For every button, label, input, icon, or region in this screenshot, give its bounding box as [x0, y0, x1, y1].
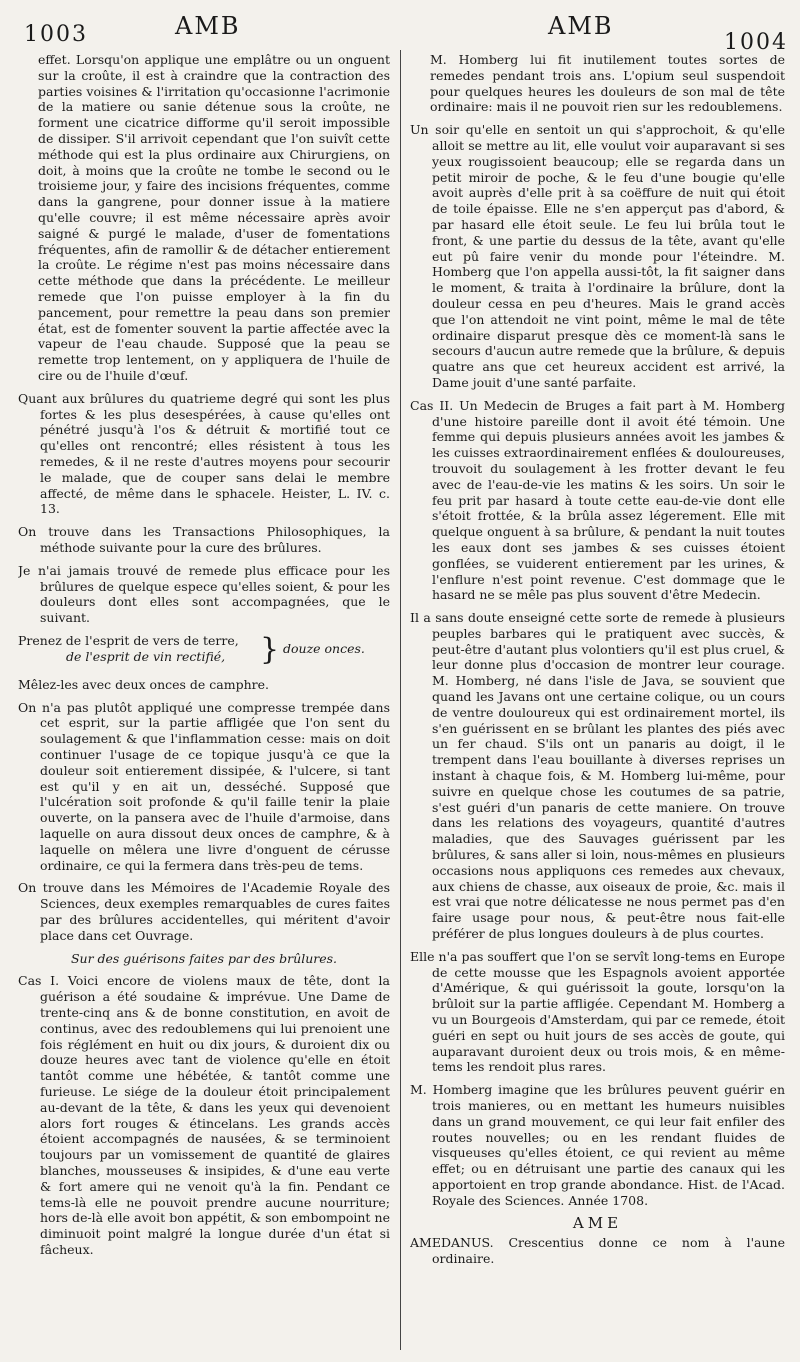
- paragraph: M. Homberg lui fit inutilement toutes sortes de remedes pendant trois ans. L'opium seul suspendoit pour quelques heures les douleurs de son mal de tête ordinaire: mais il ne pouvoit rien sur les redoublemens.: [430, 52, 785, 115]
- page-number-left: 1003: [24, 22, 88, 47]
- paragraph: Quant aux brûlures du quatrieme degré qui sont les plus fortes & les plus desespérées, à cause qu'elles ont pénétré jusqu'à l'os & détruit & mortifié tout ce qu'elles ont rencontré; elles résistent à tous les remedes, & il ne reste d'autres moyens pour secourir le malade, que de couper sans delai le membre affecté, de même dans le sphacele. Heister, L. IV. c. 13.: [18, 390, 390, 517]
- paragraph: On trouve dans les Mémoires de l'Academie Royale des Sciences, deux exemples remarquables de cures faites par des brûlures accidentelles, qui méritent d'avoir place dans cet Ouvrage.: [18, 880, 390, 943]
- paragraph: M. Homberg imagine que les brûlures peuvent guérir en trois manieres, ou en mettant les humeurs nuisibles dans un grand mouvement, ce qui leur fait enfiler des routes nouvelles; ou en les rendant fluides de visqueuses qu'elles étoient, ce qui revient au même effet; ou en détruisant une partie des canaux qui les apportoient en trop grande abondance. Hist. de l'Acad. Royale des Sciences. Année 1708.: [410, 1082, 785, 1208]
- left-column: [18, 52, 390, 1352]
- paragraph: Elle n'a pas souffert que l'on se servît long-tems en Europe de cette mousse que les Espagnols avoient apportée d'Amérique, & qui guérissoit la goute, lorsqu'on la brûloit sur la partie affligée. Cependant M. Homberg a vu un Bourgeois d'Amsterdam, qui par ce remede, étoit guéri en sept ou huit jours de ses accès de goute, qui auparavant duroient deux ou trois mois, & en même-tems les rendoit plus rares.: [410, 948, 785, 1075]
- paragraph: Cas I. Voici encore de violens maux de tête, dont la guérison a été soudaine & imprévue. Une Dame de trente-cinq ans & de bonne constitution, en avoit de continus, avec des redoublemens qui lui prenoient une fois réglément en huit ou dix jours, & duroient dix ou douze heures avec tant de violence qu'elle en étoit tantôt comme une hébétée, & tantôt comme une furieuse. Le siége de la douleur étoit principalement au-devant de la tête, & dans les yeux qui devenoient alors fort rouges & étincelans. Les grands accès étoient accompagnés de nausées, & se terminoient toujours par un vomissement de quantité de glaires blanches, mousseuses & insipides, & d'une eau verte & fort amere qui ne venoit qu'à la fin. Pendant ce tems-là elle ne pouvoit prendre aucune nourriture; hors de-là elle avoit bon appétit, & son embompoint ne diminuoit point malgré la longue durée d'un état si fâcheux.: [18, 973, 390, 1257]
- recipe-line: Prenez de l'esprit de vers de terre,: [18, 632, 239, 648]
- paragraph: Mêlez-les avec deux onces de camphre.: [18, 676, 269, 692]
- paragraph: On trouve dans les Transactions Philosophiques, la méthode suivante pour la cure des brûlures.: [18, 524, 390, 555]
- column-divider: [400, 50, 401, 1350]
- page-number-right: 1004: [724, 30, 788, 55]
- paragraph: effet. Lorsqu'on applique une emplâtre ou un onguent sur la croûte, il est à craindre que la contraction des parties voisines & l'irritation qu'occasionne l'acrimonie de la matiere ou sanie détenue sous la croûte, ne forment une cicatrice difforme qu'il seroit impossible de dissiper. S'il arrivoit cependant que l'on suivît cette méthode qui est la plus ordinaire aux Chirurgiens, on doit, à moins que la croûte ne tombe le second ou le troisieme jour, y faire des incisions fréquentes, comme dans la gangrene, pour donner issue à la matiere qu'elle couvre; il est même nécessaire après avoir saigné & purgé le malade, d'user de fomentations fréquentes, afin de ramollir & de détacher entierement la croûte. Le régime n'est pas moins nécessaire dans cette méthode que dans la précédente. Le meilleur remede que l'on puisse employer à la fin du pancement, pour remettre la peau dans son premier état, est de fomenter souvent la partie affectée avec la vapeur de l'eau chaude. Supposé que la peau se remette trop lentement, on y appliquera de l'huile de cire ou de l'huile d'œuf.: [38, 52, 390, 383]
- brace-icon: }: [260, 631, 280, 667]
- recipe-dose: douze onces.: [283, 640, 365, 656]
- paragraph: Je n'ai jamais trouvé de remede plus efficace pour les brûlures de quelque espece qu'elles soient, & pour les douleurs dont elles sont accompagnées, que le suivant.: [18, 562, 390, 626]
- recipe-line: de l'esprit de vin rectifié,: [66, 648, 226, 664]
- section-heading: AME: [572, 1213, 623, 1232]
- subheading: Sur des guérisons faites par des brûlures.: [70, 950, 338, 966]
- paragraph: AMEDANUS. Crescentius donne ce nom à l'aune ordinaire.: [410, 1235, 785, 1267]
- recipe: [18, 633, 390, 671]
- running-head-right: AMB: [548, 12, 614, 40]
- paragraph: On n'a pas plutôt appliqué une compresse trempée dans cet esprit, sur la partie affligée que l'on sent du soulagement & que l'inflammation cesse: mais on doit continuer l'usage de ce topique jusqu'à ce que la douleur soit entierement dissipée, & l'ulcere, si tant est qu'il y en ait un, desséché. Supposé que l'ulcération soit profonde & qu'il faille tenir la plaie ouverte, on la pansera avec de l'huile d'armoise, dans laquelle on aura dissout deux onces de camphre, & à laquelle on mêlera une livre d'onguent de cérusse ordinaire, ce qui la fermera dans très-peu de tems.: [18, 699, 390, 873]
- running-head-left: AMB: [175, 12, 241, 40]
- paragraph: Un soir qu'elle en sentoit un qui s'approchoit, & qu'elle alloit se mettre au lit, elle voulut voir auparavant si ses yeux rougissoient beaucoup; elle se regarda dans un petit miroir de poche, & le feu d'une bougie qu'elle avoit auprès d'elle prit à sa coëffure de nuit qui étoit de toile épaisse. Elle ne s'en apperçut pas d'abord, & par hasard elle étoit seule. Le feu lui brûla tout le front, & une partie du dessus de la tête, avant qu'elle eut pû faire venir du monde pour l'éteindre. M. Homberg que l'on appella aussi-tôt, la fit saigner dans le moment, & traita à l'ordinaire la brûlure, dont la douleur cessa en peu d'heures. Mais le grand accès que l'on attendoit ne vint point, même le mal de tête ordinaire disparut presque dès ce moment-là sans le secours d'aucun autre remede que la brûlure, & depuis quatre ans que cet heureux accident est arrivé, la Dame jouit d'une santé parfaite.: [410, 122, 785, 390]
- paragraph: Il a sans doute enseigné cette sorte de remede à plusieurs peuples barbares qui le pratiquent avec succès, & peut-être d'autant plus volontiers qu'il est plus cruel, & leur donne plus d'occasion de montrer leur courage. M. Homberg, né dans l'isle de Java, se souvient que quand les Javans ont une certaine colique, ou un cours de ventre douloureux qui est ordinairement mortel, ils s'en guérissent en se brûlant les plantes des piés avec un fer chaud. S'ils ont un panaris au doigt, il le trempent dans l'eau bouillante à diverses reprises un instant à chaque fois, & M. Homberg lui-même, pour suivre en quelque chose les coutumes de sa patrie, s'est guéri d'un panaris de cette maniere. On trouve dans les relations des voyageurs, quantité d'autres maladies, que des Sauvages guérissent par les brûlures, & sans aller si loin, nous-mêmes en plusieurs occasions nous appliquons ces remedes aux chevaux, aux chiens de chasse, aux oiseaux de proie, &c. mais il est vrai que notre délicatesse ne nous permet pas d'en faire usage pour nous, & peut-être nous fait-elle préférer de plus longues douleurs à de plus courtes.: [410, 610, 785, 942]
- right-column: [410, 52, 785, 1352]
- paragraph: Cas II. Un Medecin de Bruges a fait part à M. Homberg d'une histoire pareille dont il avoit été témoin. Une femme qui depuis plusieurs années avoit les jambes & les cuisses extraordinairement enflées & douloureuses, trouvoit du soulagement à les frotter devant le feu avec de l'eau-de-vie les matins & les soirs. Un soir le feu prit par hasard à toute cette eau-de-vie dont elle s'étoit frottée, & la brûla assez légerement. Elle mit quelque onguent à sa brûlure, & pendant la nuit toutes les eaux dont ses jambes & ses cuisses étoient gonflées, se vuiderent entierement par les urines, & l'enflure n'est point revenue. C'est dommage que le hasard ne se mêle pas plus souvent d'être Medecin.: [410, 397, 785, 603]
